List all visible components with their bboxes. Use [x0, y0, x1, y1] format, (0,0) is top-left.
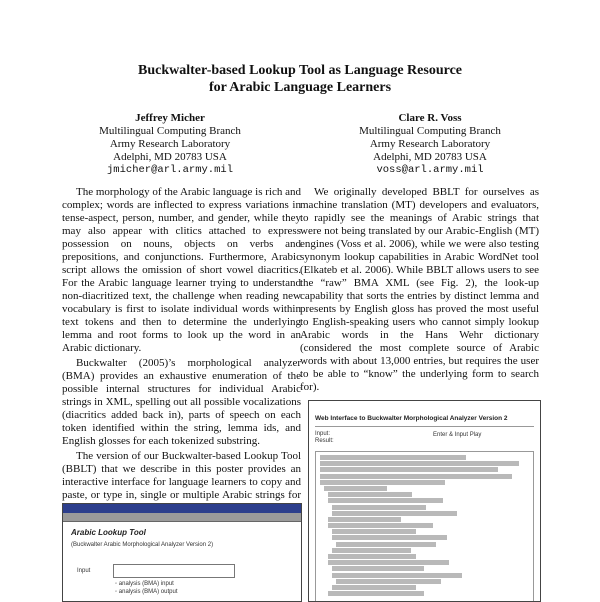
paragraph: The morphology of the Arabic language is rich and complex; words are inflected to express variations in tense-aspect, person, number, and gender, while they may also appear with clitics attached to express possession on nouns, objects on verbs and prepositions, and conjunctions. Furthermore, Arabic script allows the omission of short vowel diacritics. For the Arabic language learner trying to understand non-diacritized text, the challenge when reading new vocabulary is first to isolate individual words within text tokens and then to determine the underlying lemma and root forms to look up the word in an Arabic dictionary.	[62, 186, 301, 354]
divider	[315, 426, 534, 427]
xml-lines	[316, 452, 533, 600]
figure-2-input-label: Input:	[315, 431, 331, 437]
xml-line	[332, 505, 426, 510]
xml-line	[336, 542, 436, 547]
author-affiliation: Multilingual Computing Branch	[99, 125, 241, 137]
window-titlebar	[63, 504, 301, 513]
figure-1-heading: Arabic Lookup Tool	[71, 528, 146, 537]
xml-output-area	[315, 451, 534, 602]
xml-line	[332, 548, 411, 553]
author-block-2	[310, 112, 550, 177]
xml-line	[320, 455, 466, 460]
window-toolbar	[63, 513, 301, 522]
author-affiliation: Multilingual Computing Branch	[359, 125, 501, 137]
xml-line	[324, 486, 387, 491]
paragraph: We originally developed BBLT for ourselves as machine translation (MT) developers and evaluators, to rapidly see the meanings of Arabic strings that were not being translated by our Arabic-English (MT) engines (Voss et al. 2006), while we were also testing synonym lookup capabilities in Arabic WordNet tool (Elkateb et al. 2006). While BBLT allows users to see the “raw” BMA XML (see Fig. 2), the look-up capability that sorts the entries by distinct lemma and presents by English gloss has proved the most useful to English-speaking users who cannot simply lookup Arabic words in the Hans Wehr dictionary (considered the most complete source of Arabic words with about 13,000 entries, but requires the user to be able to “know” the underlying form to search for).	[300, 186, 539, 393]
xml-line	[320, 461, 519, 466]
xml-line	[328, 498, 443, 503]
xml-line	[320, 474, 512, 479]
xml-line	[332, 535, 447, 540]
xml-line	[332, 529, 416, 534]
option-2-label: analysis (BMA) output	[118, 589, 178, 595]
xml-line	[332, 511, 457, 516]
right-column	[300, 186, 539, 396]
xml-line	[328, 591, 424, 596]
input-label: Input	[77, 568, 91, 574]
xml-line	[328, 523, 433, 528]
left-column	[62, 186, 301, 517]
author-name: Jeffrey Micher	[135, 112, 205, 124]
xml-line	[332, 585, 416, 590]
figure-2-button: Enter & Input Play	[433, 432, 482, 438]
xml-line	[328, 554, 416, 559]
xml-line	[332, 573, 462, 578]
title-line-1: Buckwalter-based Lookup Tool as Language Resource	[138, 63, 462, 78]
author-address: Adelphi, MD 20783 USA	[373, 151, 487, 163]
xml-line	[336, 579, 441, 584]
author-affiliation: Army Research Laboratory	[369, 138, 491, 150]
paragraph: The version of our Buckwalter-based Lookup Tool (BBLT) that we describe in this poster provides an interactive interface for language learners to copy and paste, or type in, single or multiple Arabic strings for	[62, 450, 301, 501]
figure-2-screenshot	[308, 400, 541, 602]
paragraph: Buckwalter (2005)’s morphological analyzer (BMA) provides an exhaustive enumeration of the possible internal structures for individual Arabic strings in XML, spelling out all possible vocalizations (diacritics added back in), parts of speech on each token identified within the string, lemma ids, and English glosses for each tokenized substring.	[62, 357, 301, 447]
xml-line	[328, 492, 412, 497]
xml-line	[320, 480, 445, 485]
figure-2-result-label: Result:	[315, 438, 334, 444]
option-2: ◦ analysis (BMA) output	[115, 589, 178, 595]
title-line-2: for Arabic Language Learners	[208, 80, 392, 95]
option-1: ◦ analysis (BMA) input	[115, 581, 174, 587]
xml-line	[332, 566, 424, 571]
paper-title	[0, 62, 600, 96]
author-name: Clare R. Voss	[398, 112, 462, 124]
author-address: Adelphi, MD 20783 USA	[113, 151, 227, 163]
xml-line	[328, 517, 401, 522]
figure-1-screenshot	[62, 503, 302, 602]
option-1-label: analysis (BMA) input	[118, 581, 174, 587]
author-email: voss@arl.army.mil	[376, 164, 484, 176]
figure-2-heading: Web Interface to Buckwalter Morphological Analyzer Version 2	[315, 415, 508, 422]
author-email: jmicher@arl.army.mil	[106, 164, 234, 176]
input-box	[113, 564, 235, 578]
xml-line	[320, 467, 498, 472]
author-affiliation: Army Research Laboratory	[109, 138, 231, 150]
author-block-1	[50, 112, 290, 177]
xml-line	[328, 560, 449, 565]
figure-1-subheading: (Buckwalter Arabic Morphological Analyzer Version 2)	[71, 542, 214, 548]
